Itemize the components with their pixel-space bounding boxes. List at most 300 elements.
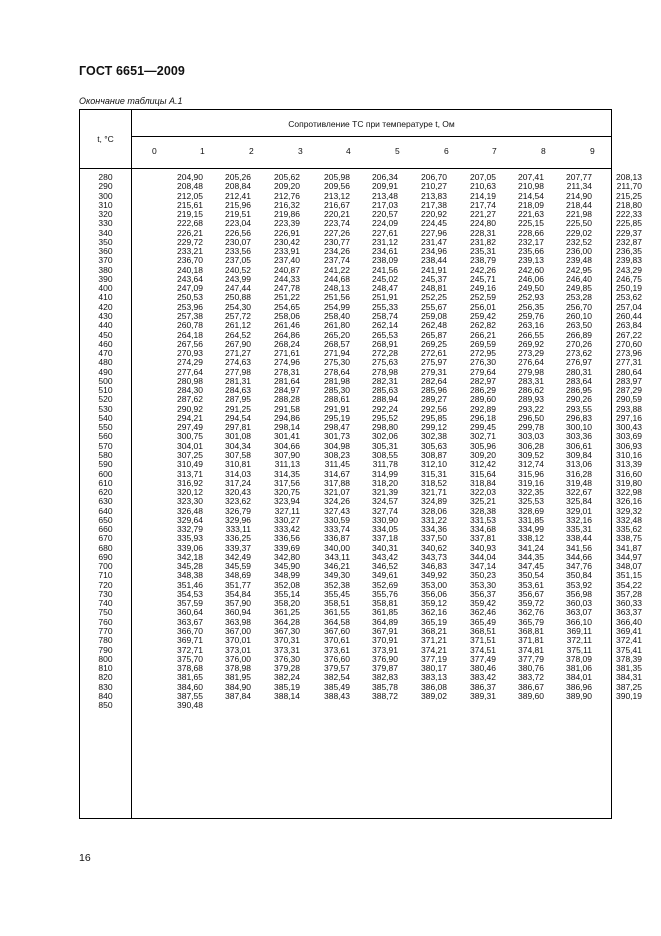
table-cell: 288,94 <box>372 394 398 405</box>
table-cell: 374,51 <box>470 644 496 655</box>
values-body <box>132 172 642 711</box>
table-cell: 274,96 <box>274 357 300 368</box>
table-cell: 258,74 <box>372 310 398 321</box>
table-cell: 302,38 <box>421 431 447 442</box>
table-cell: 289,93 <box>518 394 544 405</box>
table-cell: 334,68 <box>470 524 496 535</box>
table-cell: 296,18 <box>470 412 496 423</box>
table-cell: 233,91 <box>274 246 300 257</box>
table-cell: 261,80 <box>324 320 350 331</box>
table-cell: 233,56 <box>225 246 251 257</box>
temperature-value: 490 <box>98 366 113 377</box>
temperature-value: 740 <box>98 598 113 609</box>
table-cell: 386,67 <box>518 681 544 692</box>
table-cell: 289,60 <box>470 394 496 405</box>
table-cell: 350,23 <box>470 570 496 581</box>
table-cell: 366,70 <box>177 626 203 637</box>
table-cell: 373,91 <box>372 644 398 655</box>
table-cell: 243,29 <box>616 264 642 275</box>
table-cell: 237,74 <box>324 255 350 266</box>
table-cell: 363,67 <box>177 616 203 627</box>
table-cell: 339,37 <box>225 542 251 553</box>
table-cell: 295,52 <box>372 412 398 423</box>
table-cell: 382,83 <box>372 672 398 683</box>
table-cell: 330,90 <box>372 514 398 525</box>
temperature-value: 500 <box>98 375 113 386</box>
table-cell: 378,39 <box>616 653 642 664</box>
table-cell: 242,95 <box>566 264 592 275</box>
table-cell: 290,26 <box>566 394 592 405</box>
table-cell: 231,47 <box>421 236 447 247</box>
table-cell: 239,83 <box>616 255 642 266</box>
table-cell: 383,13 <box>421 672 447 683</box>
table-cell: 210,98 <box>518 181 544 192</box>
table-cell: 287,95 <box>225 394 251 405</box>
table-cell: 230,42 <box>274 236 300 247</box>
temperature-value: 650 <box>98 514 113 525</box>
table-cell: 366,40 <box>616 616 642 627</box>
table-cell: 240,87 <box>274 264 300 275</box>
table-cell: 362,16 <box>421 607 447 618</box>
table-cell: 303,69 <box>616 431 642 442</box>
table-cell: 304,01 <box>177 440 203 451</box>
table-cell: 284,30 <box>177 385 203 396</box>
table-cell: 288,61 <box>324 394 350 405</box>
table-cell: 283,97 <box>616 375 642 386</box>
table-cell: 351,46 <box>177 579 203 590</box>
table-cell: 354,22 <box>616 579 642 590</box>
table-cell: 323,30 <box>177 496 203 507</box>
table-cell: 332,79 <box>177 524 203 535</box>
table-cell: 344,66 <box>566 551 592 562</box>
temperature-value: 310 <box>98 199 113 210</box>
table-cell: 367,91 <box>372 626 398 637</box>
table-cell: 389,90 <box>566 690 592 701</box>
table-cell: 325,21 <box>470 496 496 507</box>
table-cell: 280,64 <box>616 366 642 377</box>
column-header: 9 <box>590 146 595 156</box>
table-cell: 306,61 <box>566 440 592 451</box>
table-cell: 321,07 <box>324 487 350 498</box>
table-cell: 347,14 <box>470 561 496 572</box>
table-cell: 266,55 <box>518 329 544 340</box>
table-cell: 368,51 <box>470 626 496 637</box>
table-cell: 333,74 <box>324 524 350 535</box>
table-cell: 377,19 <box>421 653 447 664</box>
table-cell: 256,01 <box>470 301 496 312</box>
table-cell: 296,83 <box>566 412 592 423</box>
table-cell: 312,74 <box>518 459 544 470</box>
table-cell: 238,09 <box>372 255 398 266</box>
table-cell: 245,02 <box>372 273 398 284</box>
table-cell: 329,96 <box>225 514 251 525</box>
table-cell: 240,18 <box>177 264 203 275</box>
temperature-value: 480 <box>98 357 113 368</box>
table-cell: 272,95 <box>470 348 496 359</box>
table-cell: 207,41 <box>518 172 544 182</box>
temperature-value: 420 <box>98 301 113 312</box>
table-cell: 204,90 <box>177 172 203 182</box>
table-cell: 341,87 <box>616 542 642 553</box>
table-cell: 217,03 <box>372 199 398 210</box>
table-cell: 248,47 <box>372 283 398 294</box>
table-cell: 250,19 <box>616 283 642 294</box>
temperature-value: 730 <box>98 588 113 599</box>
temperature-value: 770 <box>98 626 113 637</box>
table-cell: 322,67 <box>566 487 592 498</box>
column-header: 0 <box>152 146 157 156</box>
table-cell: 286,62 <box>518 385 544 396</box>
table-cell: 265,20 <box>324 329 350 340</box>
table-cell: 221,98 <box>566 209 592 220</box>
table-cell: 340,00 <box>324 542 350 553</box>
table-cell: 352,38 <box>324 579 350 590</box>
table-cell: 332,48 <box>616 514 642 525</box>
table-cell: 266,89 <box>566 329 592 340</box>
table-cell: 350,54 <box>518 570 544 581</box>
table-cell: 255,67 <box>421 301 447 312</box>
temperature-value: 520 <box>98 394 113 405</box>
table-cell: 300,43 <box>616 422 642 433</box>
table-cell: 274,29 <box>177 357 203 368</box>
table-cell: 269,25 <box>421 338 447 349</box>
table-cell: 246,75 <box>616 273 642 284</box>
temperature-value: 630 <box>98 496 113 507</box>
table-cell: 352,69 <box>372 579 398 590</box>
table-cell: 358,51 <box>324 598 350 609</box>
table-cell: 219,15 <box>177 209 203 220</box>
table-cell: 252,59 <box>470 292 496 303</box>
table-cell: 219,51 <box>225 209 251 220</box>
table-cell: 357,59 <box>177 598 203 609</box>
table-cell: 278,98 <box>372 366 398 377</box>
table-cell: 229,37 <box>616 227 642 238</box>
table-cell: 231,82 <box>470 236 496 247</box>
table-cell: 265,87 <box>421 329 447 340</box>
table-cell: 223,74 <box>324 218 350 229</box>
table-cell: 245,71 <box>470 273 496 284</box>
table-cell: 236,35 <box>616 246 642 257</box>
column-header: 6 <box>444 146 449 156</box>
page-number: 16 <box>79 852 91 864</box>
table-cell: 280,98 <box>177 375 203 386</box>
table-cell: 287,62 <box>177 394 203 405</box>
table-cell: 212,05 <box>177 190 203 201</box>
temperature-value: 570 <box>98 440 113 451</box>
table-cell: 317,56 <box>274 477 300 488</box>
table-cell: 260,44 <box>616 310 642 321</box>
table-cell: 372,41 <box>616 635 642 646</box>
table-cell: 282,64 <box>421 375 447 386</box>
table-cell: 272,61 <box>421 348 447 359</box>
table-cell: 344,35 <box>518 551 544 562</box>
table-cell: 226,56 <box>225 227 251 238</box>
table-cell: 353,92 <box>566 579 592 590</box>
table-cell: 222,68 <box>177 218 203 229</box>
table-cell: 268,91 <box>372 338 398 349</box>
temperature-value: 370 <box>98 255 113 266</box>
table-cell: 241,91 <box>421 264 447 275</box>
table-cell: 335,62 <box>616 524 642 535</box>
table-cell: 387,25 <box>616 681 642 692</box>
table-cell: 345,59 <box>225 561 251 572</box>
column-header: 8 <box>541 146 546 156</box>
temperature-value: 760 <box>98 616 113 627</box>
table-cell: 348,38 <box>177 570 203 581</box>
table-cell: 224,45 <box>421 218 447 229</box>
table-cell: 309,20 <box>470 449 496 460</box>
table-cell: 349,30 <box>324 570 350 581</box>
table-cell: 280,31 <box>566 366 592 377</box>
temperature-value: 440 <box>98 320 113 331</box>
temperature-value: 840 <box>98 690 113 701</box>
table-cell: 232,17 <box>518 236 544 247</box>
table-cell: 214,90 <box>566 190 592 201</box>
table-cell: 331,85 <box>518 514 544 525</box>
table-cell: 213,48 <box>372 190 398 201</box>
table-cell: 268,24 <box>274 338 300 349</box>
table-cell: 334,99 <box>518 524 544 535</box>
table-cell: 330,59 <box>324 514 350 525</box>
table-cell: 282,97 <box>470 375 496 386</box>
table-cell: 279,31 <box>421 366 447 377</box>
table-cell: 256,70 <box>566 301 592 312</box>
table-cell: 208,84 <box>225 181 251 192</box>
table-cell: 225,50 <box>566 218 592 229</box>
table-cell: 206,70 <box>421 172 447 182</box>
table-cell: 284,97 <box>274 385 300 396</box>
table-cell: 220,92 <box>421 209 447 220</box>
table-cell: 357,90 <box>225 598 251 609</box>
table-cell: 305,31 <box>372 440 398 451</box>
table-cell: 388,43 <box>324 690 350 701</box>
table-cell: 322,03 <box>470 487 496 498</box>
table-cell: 360,33 <box>616 598 642 609</box>
table-cell: 302,06 <box>372 431 398 442</box>
table-cell: 383,72 <box>518 672 544 683</box>
table-cell: 369,41 <box>616 626 642 637</box>
table-cell: 315,96 <box>518 468 544 479</box>
table-cell: 269,92 <box>518 338 544 349</box>
table-cell: 251,22 <box>274 292 300 303</box>
table-cell: 275,63 <box>372 357 398 368</box>
table-cell: 389,31 <box>470 690 496 701</box>
temperature-value: 300 <box>98 190 113 201</box>
table-cell: 319,16 <box>518 477 544 488</box>
table-cell: 232,52 <box>566 236 592 247</box>
table-cell: 293,55 <box>566 403 592 414</box>
table-cell: 317,88 <box>324 477 350 488</box>
temperature-value: 550 <box>98 422 113 433</box>
table-cell: 300,75 <box>177 431 203 442</box>
table-cell: 271,94 <box>324 348 350 359</box>
table-cell: 247,09 <box>177 283 203 294</box>
table-cell: 215,96 <box>225 199 251 210</box>
table-cell: 223,39 <box>274 218 300 229</box>
table-cell: 363,98 <box>225 616 251 627</box>
table-cell: 302,71 <box>470 431 496 442</box>
table-cell: 293,22 <box>518 403 544 414</box>
table-cell: 252,25 <box>421 292 447 303</box>
table-cell: 278,64 <box>324 366 350 377</box>
table-cell: 342,18 <box>177 551 203 562</box>
table-cell: 239,48 <box>566 255 592 266</box>
temperature-value: 820 <box>98 672 113 683</box>
table-cell: 308,23 <box>324 449 350 460</box>
header-bottom-line <box>80 168 611 169</box>
temperature-value: 580 <box>98 449 113 460</box>
table-cell: 348,69 <box>225 570 251 581</box>
table-cell: 297,49 <box>177 422 203 433</box>
temperature-value: 360 <box>98 246 113 257</box>
table-cell: 225,15 <box>518 218 544 229</box>
temperature-value: 750 <box>98 607 113 618</box>
table-cell: 304,98 <box>324 440 350 451</box>
table-cell: 234,96 <box>421 246 447 257</box>
table-cell: 318,20 <box>372 477 398 488</box>
table-cell: 371,51 <box>470 635 496 646</box>
table-cell: 301,73 <box>324 431 350 442</box>
temperature-value: 330 <box>98 218 113 229</box>
table-cell: 251,91 <box>372 292 398 303</box>
table-cell: 328,69 <box>518 505 544 516</box>
table-cell: 359,42 <box>470 598 496 609</box>
table-cell: 290,92 <box>177 403 203 414</box>
table-cell: 382,24 <box>274 672 300 683</box>
table-cell: 226,21 <box>177 227 203 238</box>
table-cell: 390,19 <box>616 690 642 701</box>
table-cell: 254,30 <box>225 301 251 312</box>
table-cell: 238,79 <box>470 255 496 266</box>
table-cell: 336,25 <box>225 533 251 544</box>
table-cell: 338,44 <box>566 533 592 544</box>
table-cell: 217,38 <box>421 199 447 210</box>
table-cell: 261,12 <box>225 320 251 331</box>
table-cell: 247,78 <box>274 283 300 294</box>
table-cell: 248,81 <box>421 283 447 294</box>
table-cell: 207,05 <box>470 172 496 182</box>
table-cell: 373,01 <box>225 644 251 655</box>
table-cell: 237,40 <box>274 255 300 266</box>
table-cell: 384,01 <box>566 672 592 683</box>
table-cell: 313,06 <box>566 459 592 470</box>
table-cell: 378,98 <box>225 663 251 674</box>
table-cell: 320,43 <box>225 487 251 498</box>
table-cell: 321,71 <box>421 487 447 498</box>
table-cell: 311,13 <box>274 459 300 470</box>
table-cell: 343,42 <box>372 551 398 562</box>
table-cell: 205,62 <box>274 172 300 182</box>
table-cell: 327,11 <box>274 505 300 516</box>
table-cell: 229,72 <box>177 236 203 247</box>
table-cell: 328,06 <box>421 505 447 516</box>
table-cell: 356,06 <box>421 588 447 599</box>
table-cell: 333,42 <box>274 524 300 535</box>
table-cell: 241,22 <box>324 264 350 275</box>
table-cell: 320,75 <box>274 487 300 498</box>
table-cell: 360,03 <box>566 598 592 609</box>
table-cell: 246,40 <box>566 273 592 284</box>
table-cell: 312,42 <box>470 459 496 470</box>
table-cell: 236,70 <box>177 255 203 266</box>
table-cell: 374,81 <box>518 644 544 655</box>
table-cell: 270,93 <box>177 348 203 359</box>
temperature-value: 470 <box>98 348 113 359</box>
table-cell: 253,28 <box>566 292 592 303</box>
table-cell: 372,71 <box>177 644 203 655</box>
table-cell: 362,46 <box>470 607 496 618</box>
table-cell: 363,37 <box>616 607 642 618</box>
table-cell: 208,13 <box>616 172 642 182</box>
table-cell: 313,39 <box>616 459 642 470</box>
table-cell: 343,11 <box>324 551 350 562</box>
table-cell: 346,21 <box>324 561 350 572</box>
table-cell: 303,36 <box>566 431 592 442</box>
table-cell: 286,29 <box>470 385 496 396</box>
resistance-table <box>79 109 642 819</box>
table-cell: 310,16 <box>616 449 642 460</box>
table-cell: 381,65 <box>177 672 203 683</box>
temperature-value: 590 <box>98 459 113 470</box>
table-cell: 224,09 <box>372 218 398 229</box>
temperature-value: 400 <box>98 283 113 294</box>
table-cell: 385,19 <box>274 681 300 692</box>
table-cell: 326,16 <box>616 496 642 507</box>
table-cell: 256,35 <box>518 301 544 312</box>
table-cell: 281,31 <box>225 375 251 386</box>
table-cell: 319,48 <box>566 477 592 488</box>
table-cell: 229,02 <box>566 227 592 238</box>
table-cell: 341,56 <box>566 542 592 553</box>
table-cell: 316,92 <box>177 477 203 488</box>
table-cell: 207,77 <box>566 172 592 182</box>
table-cell: 258,40 <box>324 310 350 321</box>
table-cell: 339,69 <box>274 542 300 553</box>
table-cell: 271,61 <box>274 348 300 359</box>
table-cell: 255,33 <box>372 301 398 312</box>
table-cell: 310,81 <box>225 459 251 470</box>
temperature-value: 450 <box>98 329 113 340</box>
table-cell: 298,80 <box>372 422 398 433</box>
table-cell: 378,09 <box>566 653 592 664</box>
resistance-header: Сопротивление ТС при температуре t, Ом <box>288 119 455 129</box>
table-cell: 380,17 <box>421 663 447 674</box>
table-cell: 271,27 <box>225 348 251 359</box>
temperature-value: 700 <box>98 561 113 572</box>
table-cell: 325,84 <box>566 496 592 507</box>
table-cell: 210,27 <box>421 181 447 192</box>
temperature-value: 830 <box>98 681 113 692</box>
table-row <box>132 690 642 701</box>
table-cell: 240,52 <box>225 264 251 275</box>
temperature-value: 850 <box>98 700 113 711</box>
table-cell: 360,94 <box>225 607 251 618</box>
table-cell: 303,03 <box>518 431 544 442</box>
table-cell: 274,63 <box>225 357 251 368</box>
table-cell: 260,10 <box>566 310 592 321</box>
table-cell: 277,98 <box>225 366 251 377</box>
table-cell: 385,49 <box>324 681 350 692</box>
table-cell: 322,35 <box>518 487 544 498</box>
table-cell: 277,64 <box>177 366 203 377</box>
table-cell: 334,05 <box>372 524 398 535</box>
table-cell: 247,44 <box>225 283 251 294</box>
table-cell: 283,64 <box>566 375 592 386</box>
table-cell: 333,11 <box>225 524 251 535</box>
table-cell: 340,93 <box>470 542 496 553</box>
table-cell: 265,53 <box>372 329 398 340</box>
table-cell: 284,63 <box>225 385 251 396</box>
